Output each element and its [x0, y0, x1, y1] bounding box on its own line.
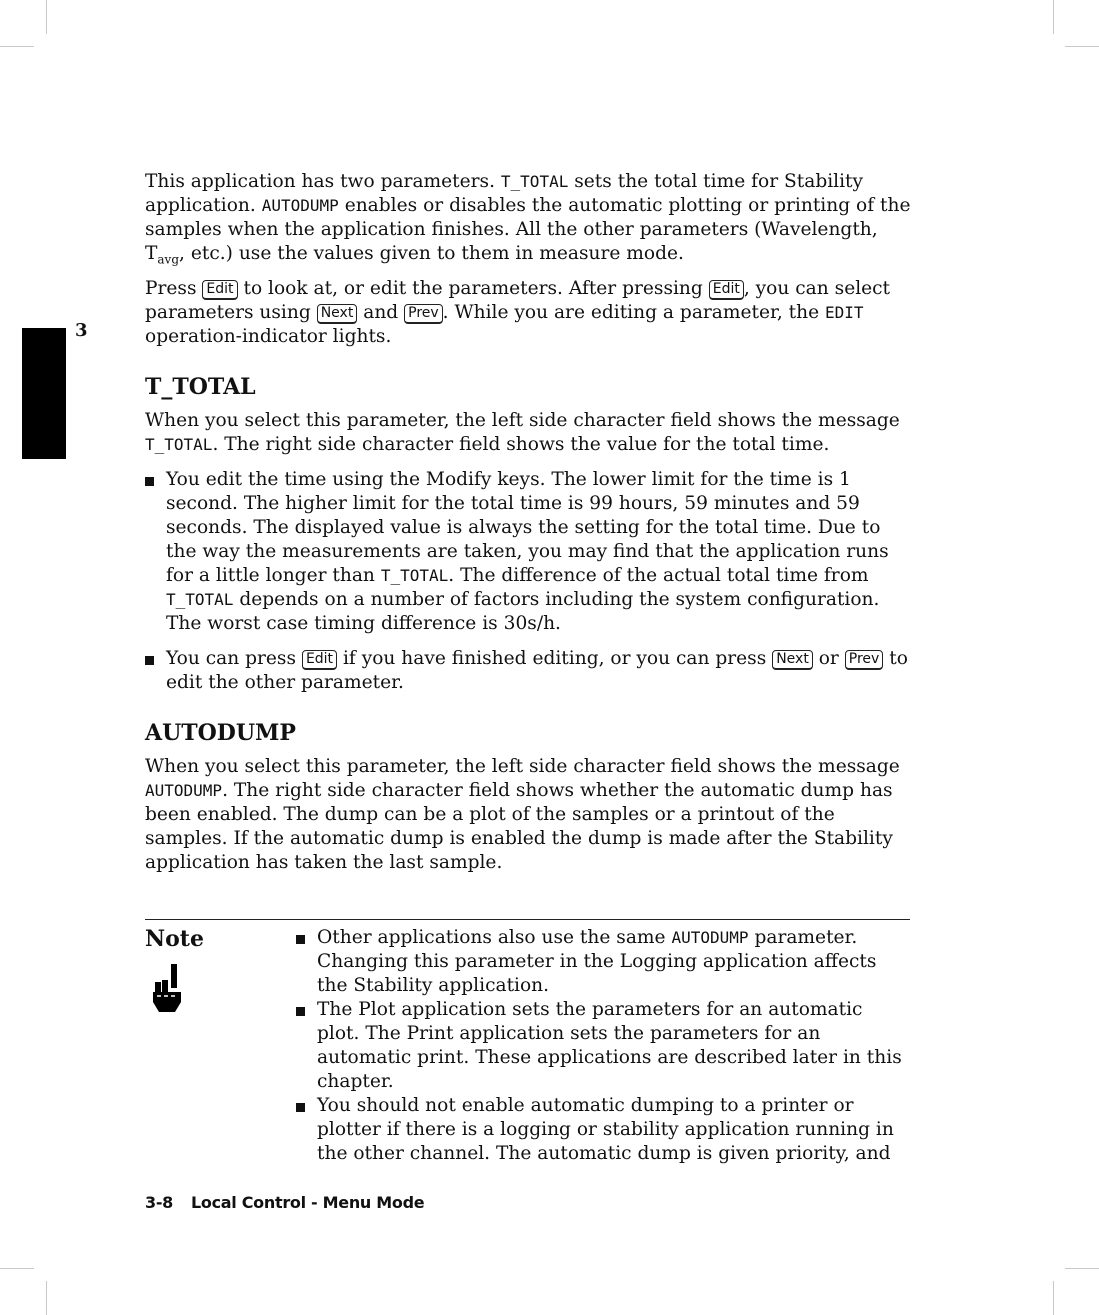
- chapter-tab-marker: [22, 328, 66, 459]
- list-item: The Plot application sets the parameters for an automatic plot. The Print application sets the parameters for an automatic print. These applications are described later in this chapter.: [296, 998, 910, 1094]
- crop-mark: [1053, 1281, 1054, 1315]
- page-number: 3-8: [145, 1193, 174, 1212]
- section-heading-t-total: T_TOTAL: [145, 374, 256, 400]
- crop-mark: [46, 1281, 47, 1315]
- list-item: You edit the time using the Modify keys. The lower limit for the time is 1 second. The higher limit for the total time is 99 hours, 59 minutes and 59 seconds. The displayed value is always the setting for the total time. Due to the way the measurements are taken, you may find that the application runs for a little longer than T_TOTAL. The difference of the actual total time from T_TOTAL depends on a number of factors including the system configuration. The worst case timing difference is 30s/h.: [145, 468, 915, 636]
- crop-mark: [0, 1268, 34, 1269]
- crop-mark: [0, 46, 34, 47]
- edit-key: Edit: [202, 280, 237, 300]
- edit-key: Edit: [709, 280, 744, 300]
- chapter-tab-number: 3: [75, 320, 88, 341]
- pointing-hand-icon: [151, 962, 187, 1014]
- footer-title: Local Control - Menu Mode: [191, 1193, 425, 1212]
- list-item: Other applications also use the same AUTODUMP parameter. Changing this parameter in the Logging application affects the Stability application.: [296, 926, 910, 998]
- intro-paragraph-1: This application has two parameters. T_TOTAL sets the total time for Stability application. AUTODUMP enables or disables the automatic plotting or printing of the samples when the application finishes. All the other parameters (Wavelength, $T_{avg}$, etc.) use the values given to them in measure mode.: [145, 171, 911, 267]
- crop-mark: [1053, 0, 1054, 34]
- crop-mark: [46, 0, 47, 34]
- edit-key: Edit: [302, 650, 337, 670]
- crop-mark: [1065, 1268, 1099, 1269]
- autodump-paragraph: When you select this parameter, the left side character field shows the message AUTODUMP. The right side character field shows whether the automatic dump has been enabled. The dump can be a plot of the samples or a printout of the samples. If the automatic dump is enabled the dump is made after the Stability application has taken the last sample.: [145, 756, 900, 873]
- note-box: [145, 919, 910, 1164]
- code-t-total: T_TOTAL: [500, 172, 569, 191]
- next-key: Next: [772, 650, 813, 670]
- next-key: Next: [317, 304, 358, 324]
- prev-key: Prev: [845, 650, 884, 670]
- note-label: Note: [145, 926, 204, 952]
- list-item: You should not enable automatic dumping to a printer or plotter if there is a logging or stability application running in the other channel. The automatic dump is given priority, and: [296, 1094, 910, 1166]
- code-autodump: AUTODUMP: [261, 196, 339, 215]
- list-item: You can press Edit if you have finished editing, or you can press Next or Prev to edit the other parameter.: [145, 647, 915, 695]
- intro-paragraph-2: Press Edit to look at, or edit the parameters. After pressing Edit , you can select parameters using Next and Prev . While you are editing a parameter, the EDIT operation-indicator lights.: [145, 278, 891, 347]
- crop-mark: [1065, 46, 1099, 47]
- note-bullet-list: [296, 926, 910, 1166]
- t-total-bullet-list: [145, 468, 915, 695]
- page-content: [145, 170, 915, 886]
- t-total-paragraph: When you select this parameter, the left side character field shows the message T_TOTAL. The right side character field shows the value for the total time.: [145, 410, 900, 455]
- section-heading-autodump: AUTODUMP: [145, 720, 296, 746]
- prev-key: Prev: [404, 304, 443, 324]
- page-footer: [145, 1193, 424, 1212]
- code-edit: EDIT: [825, 303, 864, 322]
